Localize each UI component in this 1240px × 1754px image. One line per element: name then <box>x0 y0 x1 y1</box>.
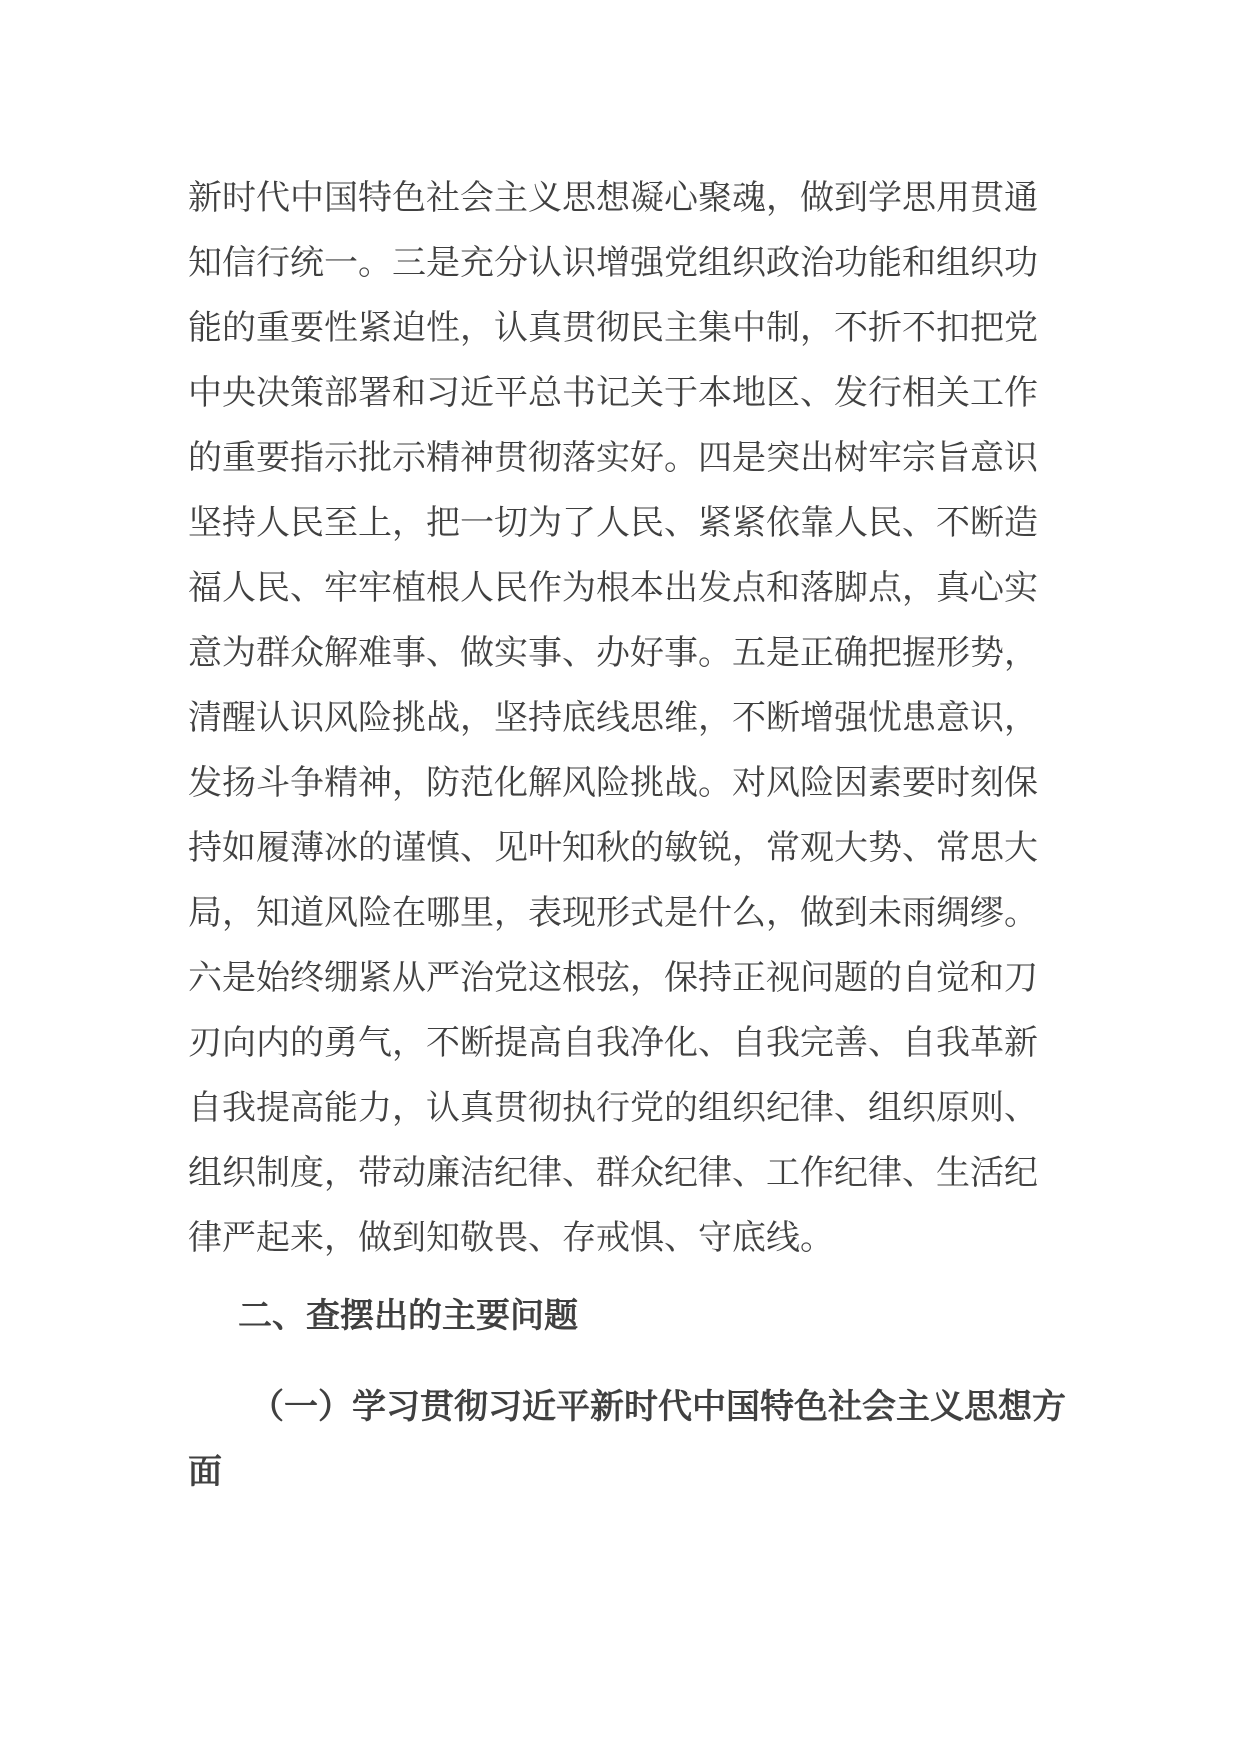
paragraph-line: 局，知道风险在哪里，表现形式是什么，做到未雨绸缪。 <box>188 893 1038 933</box>
paragraph-line: 六是始终绷紧从严治党这根弦，保持正视问题的自觉和刀 <box>188 958 1038 998</box>
paragraph-line: 持如履薄冰的谨慎、见叶知秋的敏锐，常观大势、常思大 <box>188 828 1038 868</box>
subsection-heading-line: （一）学习贯彻习近平新时代中国特色社会主义思想方 <box>250 1387 1066 1427</box>
paragraph-line: 福人民、牢牢植根人民作为根本出发点和落脚点，真心实 <box>188 568 1038 608</box>
paragraph-line: 中央决策部署和习近平总书记关于本地区、发行相关工作 <box>188 373 1038 413</box>
paragraph-line: 的重要指示批示精神贯彻落实好。四是突出树牢宗旨意识 <box>188 438 1038 478</box>
paragraph-line: 能的重要性紧迫性，认真贯彻民主集中制，不折不扣把党 <box>188 308 1038 348</box>
section-heading: 二、查摆出的主要问题 <box>238 1296 578 1336</box>
paragraph-line: 坚持人民至上，把一切为了人民、紧紧依靠人民、不断造 <box>188 503 1038 543</box>
paragraph-line: 意为群众解难事、做实事、办好事。五是正确把握形势， <box>188 633 1038 673</box>
subsection-heading <box>188 1375 1066 1505</box>
paragraph-line: 发扬斗争精神，防范化解风险挑战。对风险因素要时刻保 <box>188 763 1038 803</box>
paragraph-line: 清醒认识风险挑战，坚持底线思维，不断增强忧患意识， <box>188 698 1038 738</box>
paragraph-line: 组织制度，带动廉洁纪律、群众纪律、工作纪律、生活纪 <box>188 1153 1038 1193</box>
paragraph-line: 刃向内的勇气，不断提高自我净化、自我完善、自我革新 <box>188 1023 1038 1063</box>
subsection-heading-line: 面 <box>188 1452 222 1492</box>
body-paragraph <box>188 166 1058 1271</box>
paragraph-line: 律严起来，做到知敬畏、存戒惧、守底线。 <box>188 1218 834 1258</box>
paragraph-line: 新时代中国特色社会主义思想凝心聚魂，做到学思用贯通 <box>188 178 1038 218</box>
paragraph-line: 知信行统一。三是充分认识增强党组织政治功能和组织功 <box>188 243 1038 283</box>
paragraph-line: 自我提高能力，认真贯彻执行党的组织纪律、组织原则、 <box>188 1088 1038 1128</box>
